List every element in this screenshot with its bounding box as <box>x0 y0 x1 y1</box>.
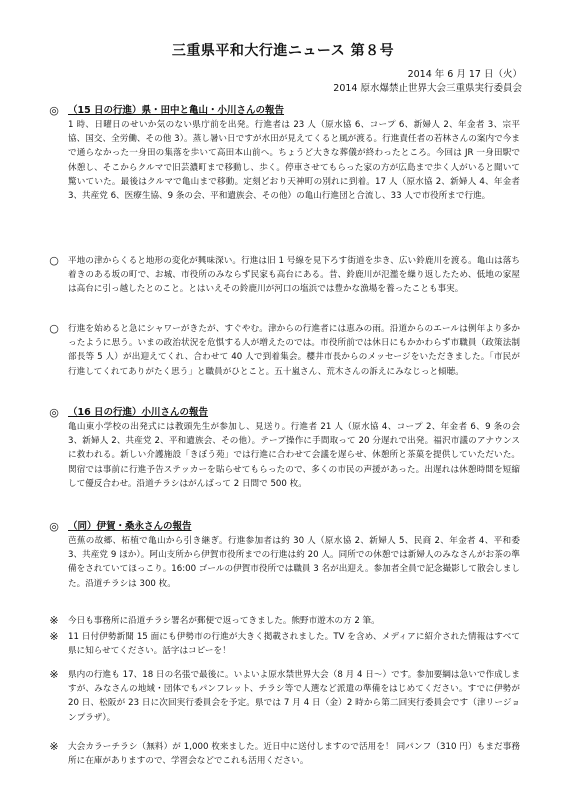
section-2 <box>49 254 520 297</box>
double-circle-bullet: ◎ <box>49 520 59 533</box>
section-heading: （16 日の行進）小川さんの報告 <box>68 407 209 418</box>
reference-mark: ※ <box>49 630 59 643</box>
organization-name: 2014 原水爆禁止世界大会三重県実行委員会 <box>333 83 522 94</box>
note-text: 大会カラーチラシ（無料）が 1,000 枚来ました。近日中に送付しますので活用を！ 同パンフ（310 円）もまだ事務所に在庫がありますので、学習会などでこれも活用ください。 <box>68 742 520 767</box>
section-heading: （同）伊賀・桑永さんの報告 <box>68 521 192 532</box>
double-circle-bullet: ◎ <box>49 406 59 419</box>
section-body: 亀山東小学校の出発式には教頭先生が参加し、見送り。行進者 21 人（原水協 4、コープ 2、年金者 6、9 条の会 3、新婦人 2、共産党 2、平和遺族会、その他）。テープ操作に手間取って 20 分遅れで出発。福沢市議のアナウンスに救われる。新しい介護施設「きぼう苑」では行進に合わせて会議を遅らせ、休憩所と茶菓を提供していただいた。関宿では事前に行進予告ステッカーを貼らせてもらったので、多くの市民の声援があった。出遅れは休憩時間を短縮して優反合わせ。沿道チラシはがんばって 2 日間で 500 枚。 <box>68 422 520 489</box>
reference-mark: ※ <box>49 668 59 681</box>
reference-mark: ※ <box>49 614 59 627</box>
note-4 <box>49 740 520 768</box>
section-4 <box>49 406 520 491</box>
circle-bullet: ○ <box>49 254 59 267</box>
note-3 <box>49 668 520 725</box>
note-text: 県内の行進も 17、18 日の名張で最後に。いよいよ原水禁世界大会（8 月 4 日〜）です。参加要綱は急いで作成しますが、みなさんの地域・団体でもパンフレット、チラシ等で人選など派遣の準備をはじめてください。すでに伊勢が 20 日、松阪が 23 日に次回実行委員会を予定。県では 7 月 4 日（金）2 時から第二回実行委員会です（津リージョンプラザ）。 <box>68 670 520 723</box>
section-1 <box>49 104 520 203</box>
section-body: 芭蕉の故郷、柘植で亀山から引き継ぎ。行進参加者は約 30 人（原水協 2、新婦人 5、民商 2、年金者 4、平和委 3、共産党 9 ほか）。阿山支所から伊賀市役所までの行進は約 20 人。同所での休憩では新婦人のみなさんがお茶の準備をされていてほっこり。16:00 ゴールの伊賀市役所では職員 3 名が出迎え。参加者全員で記念撮影して散会しました。沿道チラシは 300 枚。 <box>68 536 520 589</box>
section-heading: （15 日の行進）県・田中と亀山・小川さんの報告 <box>68 105 285 116</box>
note-1 <box>49 614 520 628</box>
reference-mark: ※ <box>49 740 59 753</box>
note-text: 11 日付伊勢新聞 15 面にも伊勢市の行進が大きく掲載されました。TV を含め、メディアに紹介された情報はすべて県に知らせてください。話字はコピーを！ <box>68 632 520 657</box>
double-circle-bullet: ◎ <box>49 104 59 117</box>
issue-date: 2014 年 6 月 17 日（火） <box>407 69 522 80</box>
section-body: 1 時、日曜日のせいか気のない県庁前を出発。行進者は 23 人（原水協 6、コープ 6、新婦人 2、年金者 3、宗平協、国交、全労働、その他 3）。蒸し暑い日ですが水田が見えてくると風が渡る。行進責任者の若林さんの案内で今まで通らなかった一身田の集落を歩いて高田本山前へ。ちょうど大きな葬儀が終わったところ。今回は JR 一身田駅で休憩し、そこからクルマで旧芸濃町まで移動し、歩く。停車させてもらった家の方が広島まで歩く人がいると聞いて驚いていた。最後はクルマで亀山まで移動。定刻どおり天神町の別れに到着。17 人（原水協 2、新婦人 4、年金者 3、共産党 6、医療生協、9 条の会、平和遺族会、その他）の亀山行進団と合流し、33 人で市役所まで行進。 <box>68 120 520 202</box>
section-body: 平地の津からくると地形の変化が興味深い。行進は旧 1 号線を見下ろす街道を歩き、広い鈴鹿川を渡る。亀山は落ち着きのある坂の町で、お城、市役所のみならず民家も高台にある。昔、鈴鹿川が氾濫を繰り返したため、低地の家屋は高台に引っ越したとのこと。とはいえその鈴鹿川が河口の塩浜では豊かな漁場を養ったことも事実。 <box>68 256 520 295</box>
page-title: 三重県平和大行進ニュース 第８号 <box>171 43 395 59</box>
section-body: 行進を始めると急にシャワーがきたが、すぐやむ。津からの行進者には恵みの雨。沿道からのエールは例年より多かったように思う。いまの政治状況を危惧する人が増えたのでは。市役所前では休日にもかかわらず市職員（政策法制部長等 5 人）が出迎えてくれ、合わせて 40 人で到着集会。櫻井市長からのメッセージをいただきました。「市民が行進してくれてありがたく思う」と職員がひとこと。五十嵐さん、荒木さんの訴えにみなじっと傾聴。 <box>68 324 520 377</box>
note-2 <box>49 630 520 658</box>
circle-bullet: ○ <box>49 322 59 335</box>
note-text: 今日も事務所に沿道チラシ署名が郵便で返ってきました。熊野市遊木の方 2 筆。 <box>68 616 380 626</box>
section-5 <box>49 520 520 591</box>
section-3 <box>49 322 520 379</box>
